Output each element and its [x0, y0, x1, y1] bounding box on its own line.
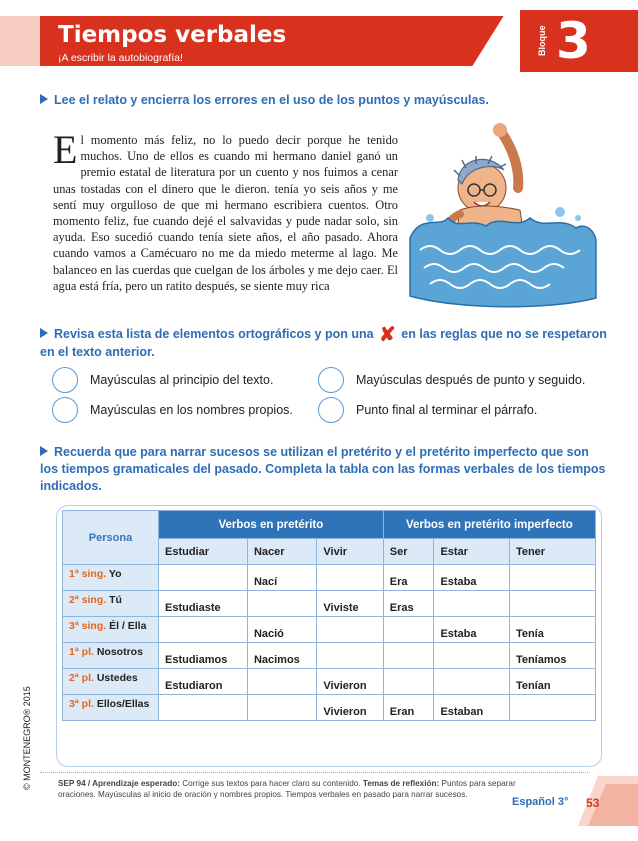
person-type: pl.: [81, 698, 94, 710]
person-number: 2ª: [69, 672, 79, 684]
pronoun: Yo: [108, 568, 122, 580]
checklist-item: [52, 397, 293, 423]
verb-cell[interactable]: [509, 565, 595, 591]
footer-divider: [40, 772, 590, 773]
person-type: sing.: [81, 620, 107, 632]
page-number: 53: [586, 796, 600, 810]
instruction-text: Lee el relato y encierra los errores en el uso de los puntos y mayúsculas.: [54, 93, 489, 107]
bloque-label: Bloque: [537, 25, 547, 56]
checkbox-circle[interactable]: [52, 367, 78, 393]
verb-cell[interactable]: [434, 669, 510, 695]
persona-cell: [63, 591, 159, 617]
verb-cell[interactable]: Nací: [247, 565, 316, 591]
persona-cell: [63, 617, 159, 643]
verb-cell[interactable]: Tenía: [509, 617, 595, 643]
verb-header: Estar: [434, 539, 510, 565]
footer-sep-label: SEP 94 / Aprendizaje esperado:: [58, 779, 180, 788]
verb-table: [62, 510, 596, 721]
verb-cell[interactable]: [317, 617, 383, 643]
table-row: [63, 617, 596, 643]
page-title: Tiempos verbales: [58, 22, 287, 48]
footer-sep-text: Corrige sus textos para hacer claro su contenido.: [182, 779, 361, 788]
instruction-read-story: [40, 92, 600, 109]
cross-mark-icon: ✘: [379, 324, 396, 346]
persona-cell: [63, 643, 159, 669]
verb-cell[interactable]: Era: [383, 565, 434, 591]
checkbox-circle[interactable]: [52, 397, 78, 423]
verb-cell[interactable]: [509, 695, 595, 721]
verb-cell[interactable]: [434, 591, 510, 617]
copyright-notice: © MONTENEGRO® 2015: [22, 686, 32, 790]
story-text: [53, 127, 398, 294]
verb-cell[interactable]: Eran: [383, 695, 434, 721]
bullet-arrow-icon: [40, 328, 48, 338]
checkbox-circle[interactable]: [318, 397, 344, 423]
page-header: [0, 0, 638, 78]
verb-cell[interactable]: [317, 565, 383, 591]
instruction-text-b: en las reglas que no se respetaron en el texto anterior.: [40, 327, 607, 359]
pronoun: Él / Ella: [109, 620, 147, 632]
verb-cell[interactable]: [159, 695, 248, 721]
verb-cell[interactable]: [317, 643, 383, 669]
verb-cell[interactable]: [383, 617, 434, 643]
persona-header: Persona: [63, 511, 159, 565]
pronoun: Nosotros: [96, 646, 143, 658]
table-row: [63, 695, 596, 721]
checklist-label: Mayúsculas después de punto y seguido.: [356, 373, 586, 387]
table-row: [63, 591, 596, 617]
verb-table-body: [63, 565, 596, 721]
footer-temas-text: Puntos para separar oraciones. Mayúsculas al inicio de oración y nombres propios. Tiempos verbales en pasado para narrar sucesos.: [58, 779, 516, 799]
verb-header: Tener: [509, 539, 595, 565]
checklist-item: [318, 397, 537, 423]
bloque-number: 3: [556, 12, 591, 70]
table-row: [63, 669, 596, 695]
verb-cell[interactable]: [159, 617, 248, 643]
checklist-label: Mayúsculas al principio del texto.: [90, 373, 274, 387]
bullet-arrow-icon: [40, 94, 48, 104]
checklist-item: [318, 367, 585, 393]
verb-cell[interactable]: [247, 669, 316, 695]
verb-cell[interactable]: Tenían: [509, 669, 595, 695]
verb-cell[interactable]: Teníamos: [509, 643, 595, 669]
footer-note: [58, 778, 528, 800]
verb-cell[interactable]: Estaba: [434, 617, 510, 643]
verb-header: Vivir: [317, 539, 383, 565]
persona-cell: [63, 695, 159, 721]
instruction-verb-table: [40, 444, 610, 495]
verb-cell[interactable]: [383, 669, 434, 695]
table-row: [63, 643, 596, 669]
checkbox-circle[interactable]: [318, 367, 344, 393]
verb-cell[interactable]: [247, 591, 316, 617]
verb-cell[interactable]: Nació: [247, 617, 316, 643]
table-row: [63, 565, 596, 591]
verb-header: Nacer: [247, 539, 316, 565]
verb-cell[interactable]: Estudiaron: [159, 669, 248, 695]
person-number: 1ª: [69, 646, 79, 658]
preterito-header: Verbos en pretérito: [159, 511, 384, 539]
verb-cell[interactable]: Vivieron: [317, 695, 383, 721]
verb-cell[interactable]: [383, 643, 434, 669]
course-label: Español 3°: [512, 796, 569, 808]
instruction-checklist: [40, 326, 610, 361]
swimming-boy-illustration: [400, 118, 600, 308]
verb-header: Estudiar: [159, 539, 248, 565]
verb-cell[interactable]: [247, 695, 316, 721]
person-number: 3ª: [69, 620, 79, 632]
person-type: pl.: [81, 672, 94, 684]
verb-cell[interactable]: [434, 643, 510, 669]
story-body: l momento más feliz, no lo puedo decir porque he tenido muchos. Uno de ellos es cuando mi hermano daniel ganó un premio estatal de literatura por un cuento y nos fuimos a cenar unas tostadas con el dinero que le dieron. tenía yo seis años y me sentí muy orgulloso de que mi hermano escribiera cuentos. Otro momento feliz, fue cuando dejé el salvavidas y pude nadar solo, sin ayuda. Eso sucedió cuando tenía siete años, el año pasado. Ahora cuando vamos a Camécuaro no me da miedo meterme al lago. Me balanceo en las cuerdas que cuelgan de los árboles y me dejo caer. El agua está fría, pero un ratito después, se siente muy rica: [53, 133, 398, 293]
header-accent-left: [0, 16, 40, 66]
bullet-arrow-icon: [40, 446, 48, 456]
footer-temas-label: Temas de reflexión:: [362, 779, 440, 788]
instruction-text: Recuerda que para narrar sucesos se utilizan el pretérito y el pretérito imperfecto que son los tiempos gramaticales del pasado. Completa la tabla con las formas verbales de los tiempos indicados.: [40, 445, 606, 493]
verb-cell[interactable]: Vivieron: [317, 669, 383, 695]
instruction-text-a: Revisa esta lista de elementos ortográficos y pon una: [54, 327, 374, 341]
persona-cell: [63, 669, 159, 695]
checklist-label: Mayúsculas en los nombres propios.: [90, 403, 293, 417]
person-type: sing.: [81, 594, 107, 606]
pronoun: Ellos/Ellas: [96, 698, 150, 710]
verb-cell[interactable]: Estaba: [434, 565, 510, 591]
verb-cell[interactable]: Viviste: [317, 591, 383, 617]
verb-cell[interactable]: [159, 565, 248, 591]
person-number: 1ª: [69, 568, 79, 580]
dropcap: E: [53, 127, 78, 172]
verb-cell[interactable]: Estudiaste: [159, 591, 248, 617]
checklist-item: [52, 367, 273, 393]
pronoun: Ustedes: [96, 672, 138, 684]
verb-cell[interactable]: Estaban: [434, 695, 510, 721]
verb-cell[interactable]: Nacimos: [247, 643, 316, 669]
pronoun: Tú: [109, 594, 122, 606]
person-number: 2ª: [69, 594, 79, 606]
checklist-label: Punto final al terminar el párrafo.: [356, 403, 538, 417]
person-type: sing.: [81, 568, 107, 580]
verb-cell[interactable]: Estudiamos: [159, 643, 248, 669]
person-type: pl.: [81, 646, 94, 658]
verb-header: Ser: [383, 539, 434, 565]
verb-cell[interactable]: Eras: [383, 591, 434, 617]
imperfecto-header: Verbos en pretérito imperfecto: [383, 511, 595, 539]
persona-cell: [63, 565, 159, 591]
verb-cell[interactable]: [509, 591, 595, 617]
person-number: 3ª: [69, 698, 79, 710]
page-subtitle: ¡A escribir la autobiografía!: [58, 52, 183, 64]
